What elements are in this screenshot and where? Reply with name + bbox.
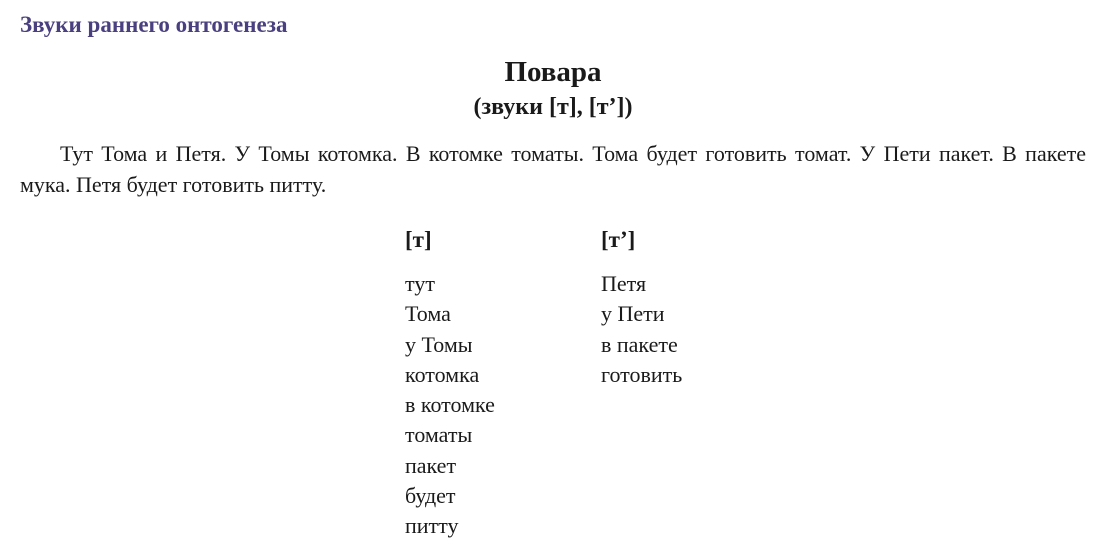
column-hard-t — [405, 225, 601, 542]
column-header-hard-t: [т] — [405, 227, 432, 252]
word-item: будет — [405, 483, 456, 509]
word-item: тут — [405, 271, 435, 296]
word-item: в пакете — [601, 331, 678, 357]
word-item: у Томы — [405, 331, 473, 357]
word-item: в котомке — [405, 392, 495, 418]
word-item: готовить — [601, 361, 683, 387]
word-columns — [405, 225, 801, 542]
word-item: котомка — [405, 361, 480, 387]
word-item: питту — [405, 513, 459, 539]
word-item: томаты — [405, 422, 473, 448]
column-soft-t — [601, 225, 801, 542]
section-header: Звуки раннего онтогенеза — [20, 12, 288, 37]
word-item: Петя — [601, 271, 647, 296]
column-header-soft-t: [т’] — [601, 227, 636, 252]
word-item: Тома — [405, 301, 451, 327]
word-item: у Пети — [601, 301, 665, 327]
page-subtitle: (звуки [т], [т’]) — [473, 94, 633, 120]
word-item: пакет — [405, 452, 457, 478]
story-paragraph: Тут Тома и Петя. У Томы котомка. В котомке томаты. Тома будет готовить томат. У Пети пакет. В пакете мука. Петя будет готовить питту. — [20, 141, 1086, 197]
page-title: Повара — [504, 56, 602, 88]
